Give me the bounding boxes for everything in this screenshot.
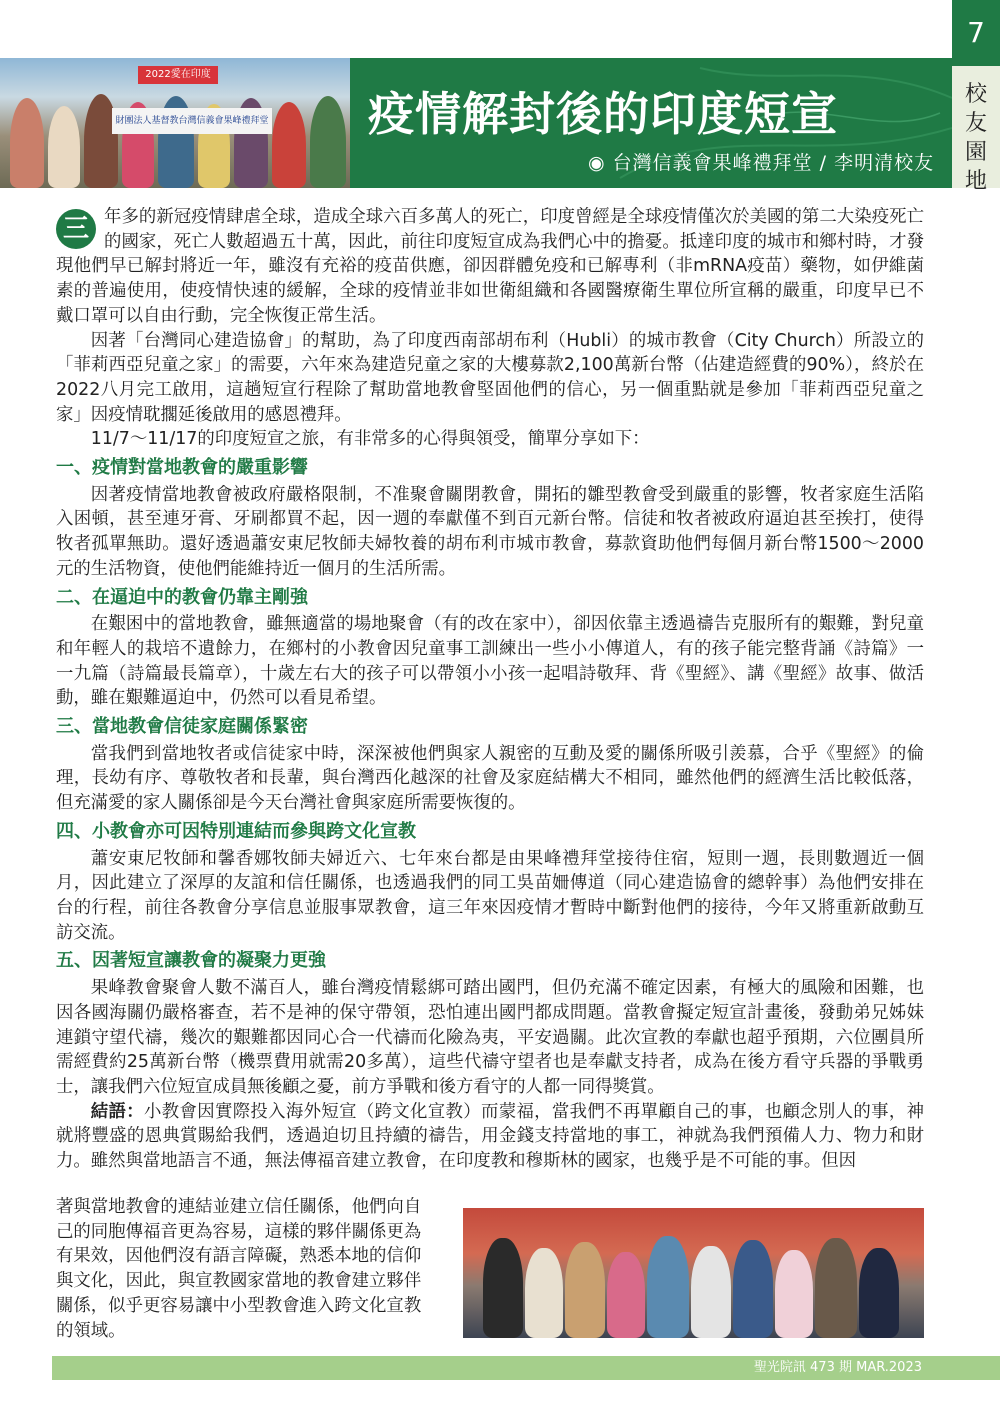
- paragraph: 因著疫情當地教會被政府嚴格限制，不准聚會關閉教會，開拓的雛型教會受到嚴重的影響，牧者家庭生活陷入困頓，甚至連牙膏、牙刷都買不起，因一週的奉獻僅不到百元新台幣。信徒和牧者被政府逼迫甚至挨打，使得牧者孤單無助。還好透過蕭安東尼牧師夫婦牧養的胡布利市城市教會，募款資助他們每個月新台幣1500～2000元的生活物資，使他們能維持近一個月的生活所需。: [56, 484, 924, 579]
- section-heading-2: 二、在逼迫中的教會仍靠主剛強: [56, 586, 308, 608]
- paragraph: 著與當地教會的連結並建立信任關係，他們向自己的同胞傳福音更為容易，這樣的夥伴關係更為有果效，因他們沒有語言障礙，熟悉本地的信仰與文化，因此，與宣教國家當地的教會建立夥伴關係，似乎更容易讓中小型教會進入跨文化宣教的領域。: [56, 1197, 422, 1341]
- footer-bar: [52, 1356, 1000, 1380]
- paragraph: 果峰教會聚會人數不滿百人，雖台灣疫情鬆綁可踏出國門，但仍充滿不確定因素，有極大的風險和困難，也因各國海關仍嚴格審查，若不是神的保守帶領，恐怕連出國門都成問題。當教會擬定短宣計畫後，發動弟兄姊妹連鎖守望代禱，幾次的艱難都因同心合一代禱而化險為夷，平安過關。此次宣教的奉獻也超乎預期，六位團員所需經費約25萬新台幣（機票費用就需20多萬），這些代禱守望者也是奉獻支持者，成為在後方看守兵器的爭戰勇士，讓我們六位短宣成員無後顧之憂，前方爭戰和後方看守的人都一同得獎賞。: [56, 978, 924, 1097]
- paragraph: 在艱困中的當地教會，雖無適當的場地聚會（有的改在家中），卻因依靠主透過禱告克服所有的艱難，對兒童和年輕人的栽培不遺餘力，在鄉村的小教會因兒童事工訓練出一些小小傳道人，有的孩子能完整背誦《詩篇》一一九篇（詩篇最長篇章），十歲左右大的孩子可以帶領小小孩一起唱詩敬拜、背《聖經》、講《聖經》故事、做活動，雖在艱難逼迫中，仍然可以看見希望。: [56, 614, 924, 709]
- photo-sign: 2022愛在印度: [138, 66, 218, 84]
- paragraph: 蕭安東尼牧師和馨香娜牧師夫婦近六、七年來台都是由果峰禮拜堂接待住宿，短則一週，長則數週近一個月，因此建立了深厚的友誼和信任關係，也透過我們的同工吳苗姍傳道（同心建造協會的總幹事）為他們安排在台的行程，前往各教會分享信息並服事眾教會，這三年來因疫情才暫時中斷對他們的接待，今年又將重新啟動互訪交流。: [56, 848, 924, 943]
- closing-text: [56, 1195, 436, 1343]
- paragraph: 當我們到當地牧者或信徒家中時，深深被他們與家人親密的互動及愛的關係所吸引羨慕，合乎《聖經》的倫理，長幼有序、尊敬牧者和長輩，與台灣西化越深的社會及家庭結構大不相同，雖然他們的經濟生活比較低落，但充滿愛的家人關係卻是今天台灣社會與家庭所需要恢復的。: [56, 743, 924, 814]
- section-heading-1: 一、疫情對當地教會的嚴重影響: [56, 457, 308, 479]
- paragraph-text: 年多的新冠疫情肆虐全球，造成全球六百多萬人的死亡，印度曾經是全球疫情僅次於美國的第二大染疫死亡的國家，死亡人數超過五十萬，因此，前往印度短宣成為我們心中的擔憂。抵達印度的城市和鄉村時，才發現他們早已解封將近一年，雖沒有充裕的疫苗供應，卻因群體免疫和已解專利（非mRNA疫苗）藥物，如伊維菌素的普遍使用，使疫情快速的緩解，全球的疫情並非如世衛組織和各國醫療衛生單位所宣稱的嚴重，印度早已不戴口罩可以自由行動，完全恢復正常生活。: [56, 207, 924, 326]
- footer-issue-text: 聖光院訊 473 期 MAR.2023: [753, 1360, 922, 1375]
- page-number: 7: [952, 0, 1000, 66]
- photo-banner-text: 財團法人基督教台灣信義會果峰禮拜堂: [112, 108, 272, 134]
- author-byline: ◉ 台灣信義會果峰禮拜堂 / 李明清校友: [588, 152, 935, 174]
- dropcap: 三: [56, 209, 96, 249]
- section-heading-3: 三、當地教會信徒家庭關係緊密: [56, 716, 308, 738]
- section-heading-4: 四、小教會亦可因特別連結而參與跨文化宣教: [56, 820, 416, 842]
- paragraph: 11/7～11/17的印度短宣之旅，有非常多的心得與領受，簡單分享如下：: [90, 429, 650, 450]
- conclusion-label: 結語：: [90, 1101, 145, 1122]
- column-name: 校友園地: [964, 82, 987, 194]
- paragraph-intro: [56, 205, 924, 329]
- header-photo: [0, 58, 350, 188]
- paragraph-text: 小教會因實際投入海外短宣（跨文化宣教）而蒙福，當我們不再單顧自己的事，也顧念別人的事，神就將豐盛的恩典賞賜給我們，透過迫切且持續的禱告，用金錢支持當地的事工，神就為我們預備人力、物力和財力。雖然與當地語言不通，無法傳福音建立教會，在印度教和穆斯林的國家，也幾乎是不可能的事。但因: [56, 1101, 924, 1172]
- group-photo: [463, 1208, 924, 1338]
- section-heading-5: 五、因著短宣讓教會的凝聚力更強: [56, 950, 326, 972]
- paragraph: 因著「台灣同心建造協會」的幫助，為了印度西南部胡布利（Hubli）的城市教會（City Church）所設立的「菲莉西亞兒童之家」的需要，六年來為建造兒童之家的大樓募款2,100萬新台幣（佔建造經費的90%），終於在2022八月完工啟用，這趟短宣行程除了幫助當地教會堅固他們的信心，另一個重點就是參加「菲莉西亞兒童之家」因疫情耽擱延後啟用的感恩禮拜。: [56, 330, 924, 425]
- paragraph-conclusion: [56, 1100, 924, 1174]
- article-body: [56, 205, 924, 1174]
- page-title: 疫情解封後的印度短宣: [368, 87, 838, 141]
